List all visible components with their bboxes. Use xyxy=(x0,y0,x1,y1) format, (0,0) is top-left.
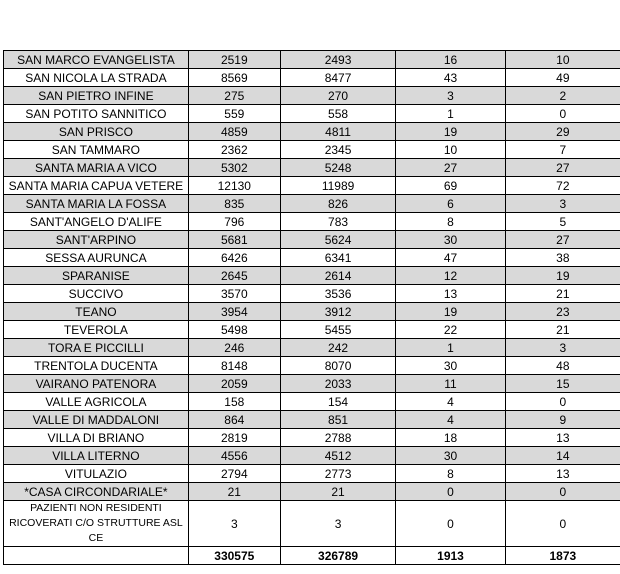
municipality-data-table xyxy=(3,50,620,565)
table-row xyxy=(4,195,620,213)
value-col4-cell: 9 xyxy=(505,411,620,429)
value-col2-cell: 2493 xyxy=(280,51,396,69)
value-col2-cell: 242 xyxy=(280,339,396,357)
table-row xyxy=(4,465,620,483)
value-col4-cell: 72 xyxy=(505,177,620,195)
municipality-cell: SANTA MARIA A VICO xyxy=(4,159,189,177)
table-row xyxy=(4,51,620,69)
value-col1-cell: 5498 xyxy=(188,321,280,339)
municipality-cell: SAN NICOLA LA STRADA xyxy=(4,69,189,87)
value-col3-cell: 11 xyxy=(396,375,505,393)
value-col4-cell: 13 xyxy=(505,429,620,447)
value-col3-cell: 12 xyxy=(396,267,505,285)
value-col2-cell: 8070 xyxy=(280,357,396,375)
municipality-cell: VILLA DI BRIANO xyxy=(4,429,189,447)
value-col3-cell: 19 xyxy=(396,303,505,321)
value-col3-cell: 30 xyxy=(396,357,505,375)
table-row xyxy=(4,213,620,231)
value-col3-cell: 69 xyxy=(396,177,505,195)
value-col3-cell: 16 xyxy=(396,51,505,69)
spreadsheet-area xyxy=(3,50,620,565)
value-col2-cell: 2773 xyxy=(280,465,396,483)
value-col1-cell: 2059 xyxy=(188,375,280,393)
value-col2-cell: 4811 xyxy=(280,123,396,141)
value-col1-cell: 8569 xyxy=(188,69,280,87)
value-col2-cell: 11989 xyxy=(280,177,396,195)
table-row xyxy=(4,411,620,429)
municipality-cell: *CASA CIRCONDARIALE* xyxy=(4,483,189,501)
value-col1-cell: 246 xyxy=(188,339,280,357)
municipality-cell: TORA E PICCILLI xyxy=(4,339,189,357)
value-col2-cell: 2033 xyxy=(280,375,396,393)
municipality-cell: SAN MARCO EVANGELISTA xyxy=(4,51,189,69)
value-col1-cell: 2362 xyxy=(188,141,280,159)
municipality-cell: TEANO xyxy=(4,303,189,321)
table-row xyxy=(4,447,620,465)
value-col3-cell: 19 xyxy=(396,123,505,141)
table-row xyxy=(4,249,620,267)
value-col3-cell: 4 xyxy=(396,393,505,411)
value-col3-cell: 10 xyxy=(396,141,505,159)
table-row xyxy=(4,429,620,447)
value-col4-cell: 23 xyxy=(505,303,620,321)
value-col4-cell: 3 xyxy=(505,339,620,357)
table-row xyxy=(4,141,620,159)
value-col2-cell: 826 xyxy=(280,195,396,213)
value-col1-cell: 796 xyxy=(188,213,280,231)
municipality-cell: TRENTOLA DUCENTA xyxy=(4,357,189,375)
value-col2-cell: 5248 xyxy=(280,159,396,177)
value-col2-cell: 851 xyxy=(280,411,396,429)
value-col1-cell: 2794 xyxy=(188,465,280,483)
value-col3-cell: 43 xyxy=(396,69,505,87)
value-col1-cell: 275 xyxy=(188,87,280,105)
value-col3-cell: 18 xyxy=(396,429,505,447)
municipality-cell: VITULAZIO xyxy=(4,465,189,483)
table-body xyxy=(4,51,620,565)
value-col3-cell: 13 xyxy=(396,285,505,303)
value-col1-cell: 2519 xyxy=(188,51,280,69)
value-col4-cell: 27 xyxy=(505,159,620,177)
value-col1-cell: 12130 xyxy=(188,177,280,195)
table-row xyxy=(4,339,620,357)
value-col4-cell: 15 xyxy=(505,375,620,393)
value-col4-cell: 7 xyxy=(505,141,620,159)
value-col1-cell: 2819 xyxy=(188,429,280,447)
value-col3-cell: 8 xyxy=(396,213,505,231)
value-col1-cell: 3954 xyxy=(188,303,280,321)
value-col4-cell: 48 xyxy=(505,357,620,375)
value-col1-cell: 8148 xyxy=(188,357,280,375)
value-col3-cell: 6 xyxy=(396,195,505,213)
totals-row xyxy=(4,547,620,565)
municipality-cell: SESSA AURUNCA xyxy=(4,249,189,267)
value-col2-cell: 3536 xyxy=(280,285,396,303)
table-row xyxy=(4,177,620,195)
value-col4-cell: 21 xyxy=(505,285,620,303)
municipality-cell: SUCCIVO xyxy=(4,285,189,303)
value-col2-cell: 6341 xyxy=(280,249,396,267)
value-col4-cell: 0 xyxy=(505,501,620,547)
value-col4-cell: 38 xyxy=(505,249,620,267)
total-value-col2-cell: 326789 xyxy=(280,547,396,565)
table-row xyxy=(4,393,620,411)
municipality-cell: SAN POTITO SANNITICO xyxy=(4,105,189,123)
value-col4-cell: 27 xyxy=(505,231,620,249)
value-col1-cell: 835 xyxy=(188,195,280,213)
value-col1-cell: 2645 xyxy=(188,267,280,285)
total-value-col1-cell: 330575 xyxy=(188,547,280,565)
value-col2-cell: 5455 xyxy=(280,321,396,339)
value-col2-cell: 8477 xyxy=(280,69,396,87)
value-col3-cell: 8 xyxy=(396,465,505,483)
municipality-cell: VALLE DI MADDALONI xyxy=(4,411,189,429)
value-col3-cell: 22 xyxy=(396,321,505,339)
value-col4-cell: 3 xyxy=(505,195,620,213)
value-col4-cell: 21 xyxy=(505,321,620,339)
value-col1-cell: 5302 xyxy=(188,159,280,177)
value-col3-cell: 30 xyxy=(396,231,505,249)
table-row xyxy=(4,483,620,501)
table-row xyxy=(4,267,620,285)
value-col2-cell: 4512 xyxy=(280,447,396,465)
value-col1-cell: 5681 xyxy=(188,231,280,249)
municipality-cell: VILLA LITERNO xyxy=(4,447,189,465)
table-row xyxy=(4,123,620,141)
total-municipality-cell xyxy=(4,547,189,565)
table-row xyxy=(4,105,620,123)
value-col3-cell: 30 xyxy=(396,447,505,465)
value-col4-cell: 0 xyxy=(505,393,620,411)
value-col1-cell: 864 xyxy=(188,411,280,429)
value-col4-cell: 49 xyxy=(505,69,620,87)
value-col3-cell: 1 xyxy=(396,105,505,123)
table-row xyxy=(4,231,620,249)
value-col4-cell: 19 xyxy=(505,267,620,285)
value-col4-cell: 29 xyxy=(505,123,620,141)
value-col2-cell: 783 xyxy=(280,213,396,231)
municipality-cell: PAZIENTI NON RESIDENTI RICOVERATI C/O STRUTTURE ASL CE xyxy=(4,501,189,547)
value-col2-cell: 270 xyxy=(280,87,396,105)
value-col2-cell: 5624 xyxy=(280,231,396,249)
value-col1-cell: 3 xyxy=(188,501,280,547)
value-col3-cell: 27 xyxy=(396,159,505,177)
value-col3-cell: 3 xyxy=(396,87,505,105)
municipality-cell: SAN PIETRO INFINE xyxy=(4,87,189,105)
value-col3-cell: 4 xyxy=(396,411,505,429)
value-col4-cell: 13 xyxy=(505,465,620,483)
value-col4-cell: 2 xyxy=(505,87,620,105)
value-col2-cell: 3 xyxy=(280,501,396,547)
value-col4-cell: 14 xyxy=(505,447,620,465)
municipality-cell: SANT'ANGELO D'ALIFE xyxy=(4,213,189,231)
municipality-cell: VALLE AGRICOLA xyxy=(4,393,189,411)
municipality-cell: SPARANISE xyxy=(4,267,189,285)
value-col1-cell: 21 xyxy=(188,483,280,501)
municipality-cell: SANTA MARIA CAPUA VETERE xyxy=(4,177,189,195)
municipality-cell: SAN TAMMARO xyxy=(4,141,189,159)
value-col3-cell: 0 xyxy=(396,483,505,501)
value-col4-cell: 0 xyxy=(505,483,620,501)
value-col2-cell: 21 xyxy=(280,483,396,501)
value-col4-cell: 10 xyxy=(505,51,620,69)
table-row xyxy=(4,501,620,547)
municipality-cell: SANT'ARPINO xyxy=(4,231,189,249)
table-row xyxy=(4,69,620,87)
value-col1-cell: 4556 xyxy=(188,447,280,465)
value-col1-cell: 3570 xyxy=(188,285,280,303)
total-value-col3-cell: 1913 xyxy=(396,547,505,565)
municipality-cell: VAIRANO PATENORA xyxy=(4,375,189,393)
value-col3-cell: 1 xyxy=(396,339,505,357)
value-col2-cell: 2614 xyxy=(280,267,396,285)
value-col4-cell: 0 xyxy=(505,105,620,123)
municipality-cell: TEVEROLA xyxy=(4,321,189,339)
value-col2-cell: 154 xyxy=(280,393,396,411)
value-col3-cell: 47 xyxy=(396,249,505,267)
table-row xyxy=(4,87,620,105)
value-col2-cell: 3912 xyxy=(280,303,396,321)
value-col4-cell: 5 xyxy=(505,213,620,231)
value-col2-cell: 2345 xyxy=(280,141,396,159)
value-col1-cell: 559 xyxy=(188,105,280,123)
table-row xyxy=(4,285,620,303)
value-col1-cell: 6426 xyxy=(188,249,280,267)
table-row xyxy=(4,375,620,393)
municipality-cell: SAN PRISCO xyxy=(4,123,189,141)
table-row xyxy=(4,303,620,321)
value-col2-cell: 2788 xyxy=(280,429,396,447)
value-col2-cell: 558 xyxy=(280,105,396,123)
municipality-cell: SANTA MARIA LA FOSSA xyxy=(4,195,189,213)
value-col1-cell: 4859 xyxy=(188,123,280,141)
total-value-col4-cell: 1873 xyxy=(505,547,620,565)
table-row xyxy=(4,321,620,339)
table-row xyxy=(4,357,620,375)
table-row xyxy=(4,159,620,177)
value-col1-cell: 158 xyxy=(188,393,280,411)
value-col3-cell: 0 xyxy=(396,501,505,547)
